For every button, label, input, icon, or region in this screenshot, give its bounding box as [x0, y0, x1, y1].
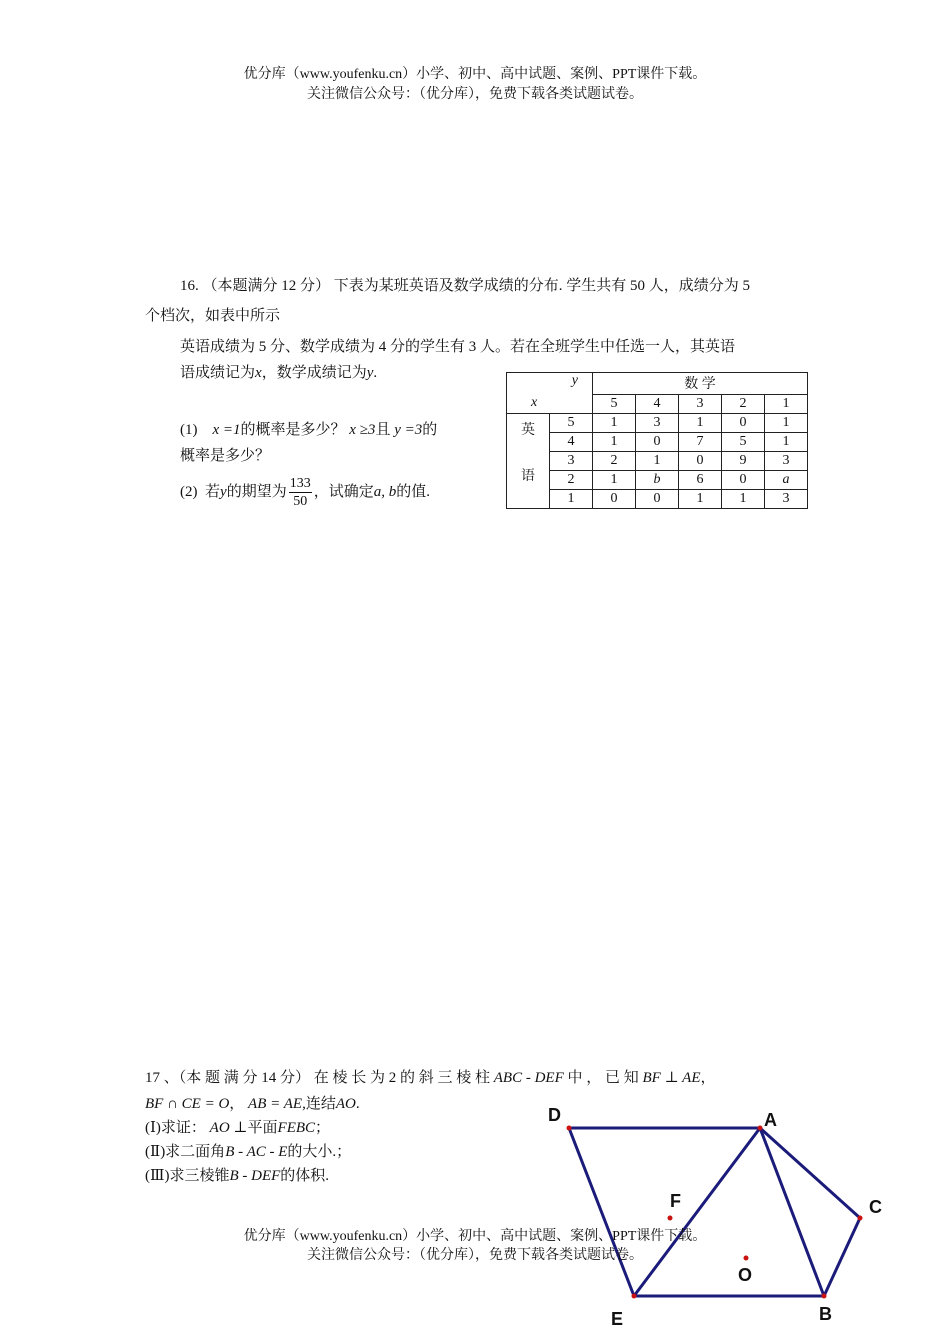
prism-name: ABC - DEF: [493, 1070, 564, 1086]
table-cell: 0: [636, 490, 679, 509]
col-value: 4: [636, 394, 679, 413]
var-x: x: [255, 365, 262, 381]
label-f: F: [670, 1191, 681, 1211]
condition-bf-perp-ae: BF ⊥ AE: [642, 1070, 701, 1086]
table-cell-b: b: [636, 471, 679, 490]
table-cell: 3: [636, 414, 679, 433]
corner-x: x: [531, 395, 538, 410]
label-d: D: [548, 1105, 561, 1125]
point-a: [758, 1126, 763, 1131]
table-cell: 0: [679, 452, 722, 471]
math-column-header: 数 学: [593, 373, 808, 395]
eq-y-equals-3: y =3: [394, 422, 423, 438]
table-cell: 2: [593, 452, 636, 471]
table-cell: 0: [722, 414, 765, 433]
table-cell: 9: [722, 452, 765, 471]
point-d: [567, 1126, 572, 1131]
row-value: 1: [550, 490, 593, 509]
q17-intro-line-1: 17 、（本 题 满 分 14 分） 在 棱 长 为 2 的 斜 三 棱 柱 ABC - DEF 中 ， 已 知 BF ⊥ AE，: [145, 1070, 716, 1086]
q17-intro-line-2: BF ∩ CE = O， AB = AE,连结AO.: [145, 1096, 360, 1112]
point-e: [632, 1294, 637, 1299]
label-e: E: [611, 1309, 624, 1329]
table-cell: 1: [636, 452, 679, 471]
row-value: 4: [550, 433, 593, 452]
col-value: 2: [722, 394, 765, 413]
condition-ab-eq-ae: AB = AE: [248, 1096, 303, 1112]
q16-paragraph-line-1: 英语成绩为 5 分、数学成绩为 4 分的学生有 3 人。若在全班学生中任选一人，其英语: [180, 339, 736, 355]
q16-paragraph-line-2: 语成绩记为x，数学成绩记为y.: [180, 365, 378, 381]
edge-ac: [760, 1128, 860, 1218]
vars-a-b: a, b: [373, 484, 397, 500]
table-cell: 1: [593, 433, 636, 452]
fraction-133-over-50: $\frac{133}{50}$: [289, 476, 311, 510]
point-b: [822, 1294, 827, 1299]
point-f: [668, 1216, 673, 1221]
table-cell: 1: [765, 433, 808, 452]
header-line-1: 优分库（www.youfenku.cn）小学、初中、高中试题、案例、PPT课件下载。: [243, 67, 707, 82]
label-o: O: [738, 1265, 753, 1285]
table-cell: 0: [722, 471, 765, 490]
footer-line-2: 关注微信公众号：（优分库），免费下载各类试题试卷。: [307, 1248, 643, 1263]
edge-ab: [760, 1128, 824, 1296]
label-a: A: [764, 1110, 777, 1130]
header-line-2: 关注微信公众号：（优分库），免费下载各类试题试卷。: [307, 87, 643, 102]
row-value: 5: [550, 414, 593, 433]
q16-part-2: (2) 若y的期望为 $\frac{133}{50}$ ，试确定a, b的值.: [180, 476, 430, 510]
table-cell: 1: [593, 414, 636, 433]
table-cell: 5: [722, 433, 765, 452]
point-c: [858, 1216, 863, 1221]
q17-part-3: (Ⅲ)求三棱锥B - DEF的体积.: [145, 1168, 330, 1184]
eq-x-geq-3: x ≥3: [349, 422, 376, 438]
table-cell: 3: [765, 452, 808, 471]
table-cell: 3: [765, 490, 808, 509]
q16-part-1-line-2: 概率是多少？: [180, 448, 271, 464]
table-cell: 1: [679, 490, 722, 509]
q16-intro-line-2: 个档次，如表中所示: [145, 308, 281, 324]
table-cell: 0: [593, 490, 636, 509]
q16-part-1: (1) x =1的概率是多少？ x ≥3且 y =3的: [180, 422, 438, 438]
table-cell: 1: [593, 471, 636, 490]
col-value: 5: [593, 394, 636, 413]
english-row-header: 英 语: [507, 414, 550, 509]
footer-line-1: 优分库（www.youfenku.cn）小学、初中、高中试题、案例、PPT课件下载。: [243, 1229, 707, 1244]
table-cell: 1: [765, 414, 808, 433]
col-value: 3: [679, 394, 722, 413]
label-c: C: [869, 1197, 882, 1217]
table-cell: 1: [679, 414, 722, 433]
var-y: y: [366, 365, 374, 381]
table-cell: 1: [722, 490, 765, 509]
col-value: 1: [765, 394, 808, 413]
row-value: 2: [550, 471, 593, 490]
table-cell: 0: [636, 433, 679, 452]
q17-part-1: (Ⅰ)求证： AO ⊥平面FEBC；: [145, 1120, 331, 1136]
q16-intro-line-1: 16. （本题满分 12 分） 下表为某班英语及数学成绩的分布. 学生共有 50 人，成绩分为 5: [180, 278, 751, 294]
eq-x-equals-1: x =1: [212, 422, 241, 438]
table-cell-a: a: [765, 471, 808, 490]
table-cell: 7: [679, 433, 722, 452]
table-cell: 6: [679, 471, 722, 490]
edge-de: [569, 1128, 634, 1296]
label-b: B: [819, 1304, 832, 1324]
q17-part-2: (Ⅱ)求二面角B - AC - E的大小.；: [145, 1144, 352, 1160]
condition-bf-cap-ce: BF ∩ CE = O: [145, 1096, 230, 1112]
corner-y: y: [571, 373, 578, 388]
row-value: 3: [550, 452, 593, 471]
